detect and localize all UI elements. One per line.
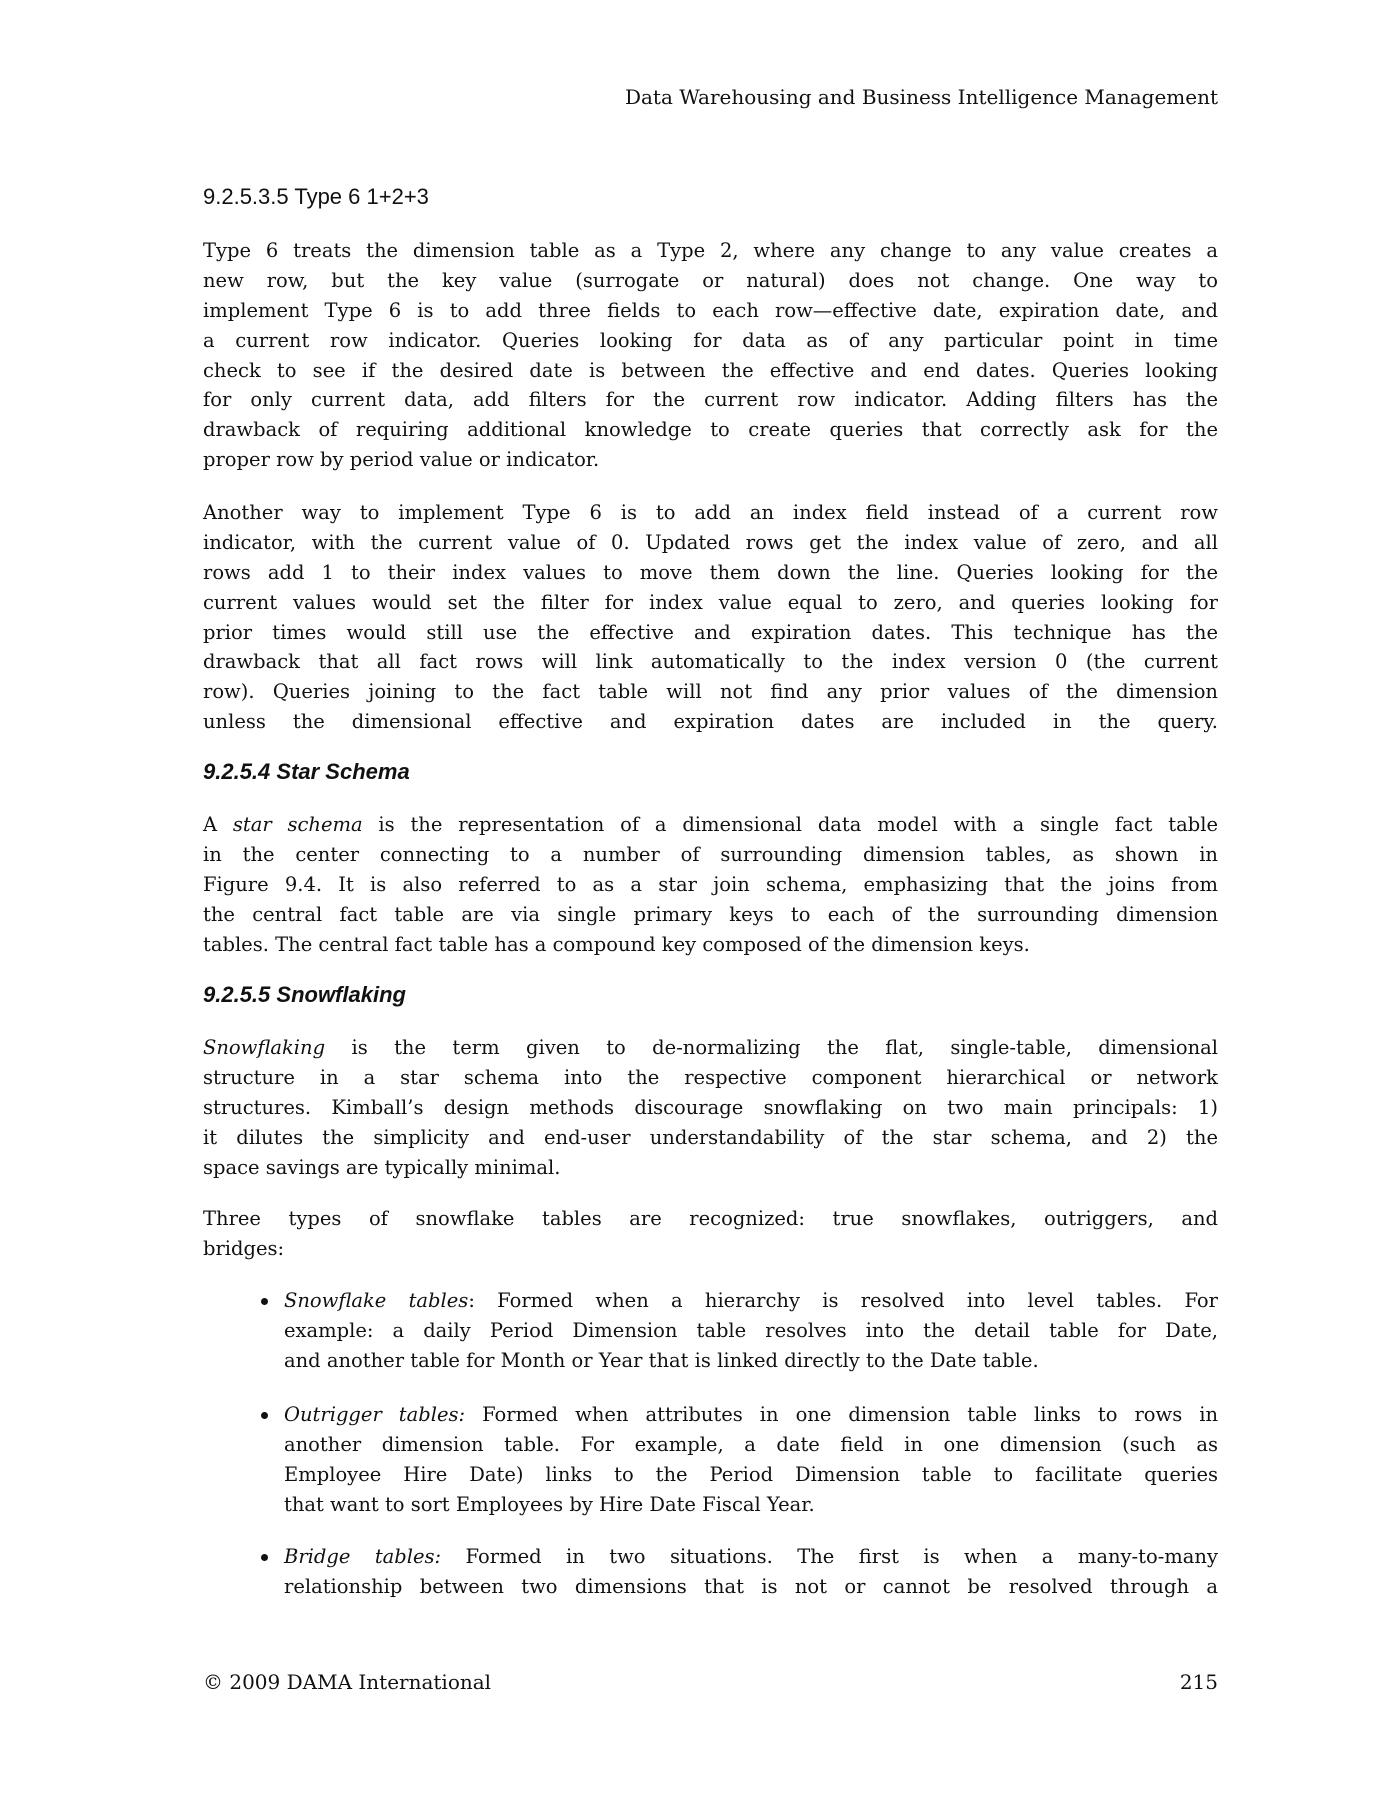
text-run: prior times would still use the effective and expiration dates. This technique has the [203,620,1218,644]
list-item-bridge-tables [284,1542,1218,1602]
text-run: row). Queries joining to the fact table will not find any prior values of the dimension [203,680,1218,704]
text-run: a current row indicator. Queries looking for data as of any particular point in time [203,328,1218,352]
text-run: drawback that all fact rows will link automatically to the index version 0 (the current [203,650,1218,674]
emphasized-term: Snowflake tables [284,1289,469,1312]
text-line [284,1286,1218,1316]
paragraph-type6-2 [203,498,1218,737]
text-run: unless the dimensional effective and expiration dates are included in the query. [203,710,1218,734]
text-run: check to see if the desired date is between the effective and end dates. Queries looking [203,358,1218,382]
paragraph-snowflaking [203,1033,1218,1182]
text-run: Type 6 treats the dimension table as a Type 2, where any change to any value creates a [203,239,1218,262]
text-line [284,1460,1218,1490]
text-run: Formed in two situations. The first is when a many-to-many [441,1545,1218,1568]
text-run: it dilutes the simplicity and end-user understandability of the star schema, and 2) the [203,1125,1218,1149]
text-line [203,1234,1218,1264]
text-run: indicator, with the current value of 0. Updated rows get the index value of zero, and all [203,530,1218,554]
text-line [203,1204,1218,1234]
text-run: structure in a star schema into the respective component hierarchical or network [203,1065,1218,1089]
paragraph-type6-1 [203,236,1218,475]
text-line [203,618,1218,648]
running-header: Data Warehousing and Business Intelligence Management [624,85,1218,109]
text-run: in the center connecting to a number of surrounding dimension tables, as shown in [203,842,1218,866]
text-run: the central fact table are via single primary keys to each of the surrounding dimension [203,902,1218,926]
text-run: tables. The central fact table has a compound key composed of the dimension keys. [203,932,1030,956]
emphasized-term: star schema [232,813,363,836]
bullet-icon [258,1551,270,1563]
text-line [284,1430,1218,1460]
text-line [203,558,1218,588]
text-run: current values would set the filter for index value equal to zero, and queries looking for [203,590,1218,614]
text-line [203,445,1218,475]
text-line [203,840,1218,870]
footer-copyright: © 2009 DAMA International [203,1670,492,1694]
text-line [203,900,1218,930]
section-heading-snowflaking: 9.2.5.5 Snowflaking [203,982,406,1007]
footer-page-number: 215 [1179,1670,1218,1694]
section-heading-star-schema: 9.2.5.4 Star Schema [203,759,410,784]
text-run: implement Type 6 is to add three fields to each row—effective date, expiration date, and [203,298,1218,322]
text-run: A [203,813,233,836]
paragraph-snowflake-types [203,1204,1218,1264]
text-line [203,870,1218,900]
text-run: another dimension table. For example, a date field in one dimension (such as [284,1432,1218,1456]
text-line [284,1316,1218,1346]
text-line [203,1153,1218,1183]
text-run: example: a daily Period Dimension table resolves into the detail table for Date, [284,1318,1218,1342]
text-run: Another way to implement Type 6 is to add an index field instead of a current row [203,501,1218,524]
text-run: Employee Hire Date) links to the Period Dimension table to facilitate queries [284,1462,1218,1486]
text-line [284,1400,1218,1430]
text-line [284,1542,1218,1572]
text-line [203,810,1218,840]
section-heading-type6: 9.2.5.3.5 Type 6 1+2+3 [203,184,429,209]
text-line [284,1572,1218,1602]
text-run: : Formed when a hierarchy is resolved into level tables. For [468,1289,1218,1312]
text-run: Figure 9.4. It is also referred to as a star join schema, emphasizing that the joins from [203,872,1218,896]
text-line [203,528,1218,558]
text-run: proper row by period value or indicator. [203,448,600,472]
text-line [284,1346,1218,1376]
text-line [203,236,1218,266]
emphasized-term: Outrigger tables: [284,1403,466,1426]
text-line [203,1123,1218,1153]
text-run: structures. Kimball’s design methods discourage snowflaking on two main principals: 1) [203,1095,1218,1119]
text-line [284,1490,1218,1520]
list-item-outrigger-tables [284,1400,1218,1520]
text-run: and another table for Month or Year that is linked directly to the Date table. [284,1348,1039,1372]
text-line [203,647,1218,677]
text-run: that want to sort Employees by Hire Date Fiscal Year. [284,1492,815,1516]
text-run: space savings are typically minimal. [203,1155,561,1179]
text-line [203,677,1218,707]
text-run: Three types of snowflake tables are recognized: true snowflakes, outriggers, and [203,1207,1218,1230]
text-line [203,296,1218,326]
text-run: is the representation of a dimensional data model with a single fact table [362,813,1219,836]
bullet-icon [258,1295,270,1307]
text-run: bridges: [203,1236,285,1260]
text-run: rows add 1 to their index values to move them down the line. Queries looking for the [203,560,1218,584]
text-line [203,588,1218,618]
text-line [203,356,1218,386]
text-line [203,266,1218,296]
text-line [203,1033,1218,1063]
text-run: is the term given to de-normalizing the flat, single-table, dimensional [325,1036,1218,1059]
text-line [203,385,1218,415]
text-line [203,326,1218,356]
text-line [203,1093,1218,1123]
text-run: relationship between two dimensions that is not or cannot be resolved through a [284,1574,1218,1598]
text-line [203,1063,1218,1093]
text-run: Formed when attributes in one dimension table links to rows in [465,1403,1219,1426]
emphasized-term: Snowflaking [203,1036,326,1059]
bullet-icon [258,1409,270,1421]
text-line [203,498,1218,528]
text-line [203,930,1218,960]
text-run: new row, but the key value (surrogate or natural) does not change. One way to [203,268,1218,292]
text-run: drawback of requiring additional knowledge to create queries that correctly ask for the [203,418,1218,442]
text-line [203,415,1218,445]
list-item-snowflake-tables [284,1286,1218,1376]
paragraph-star-schema [203,810,1218,959]
text-run: for only current data, add filters for the current row indicator. Adding filters has the [203,388,1218,412]
text-line [203,707,1218,737]
emphasized-term: Bridge tables: [284,1545,442,1568]
